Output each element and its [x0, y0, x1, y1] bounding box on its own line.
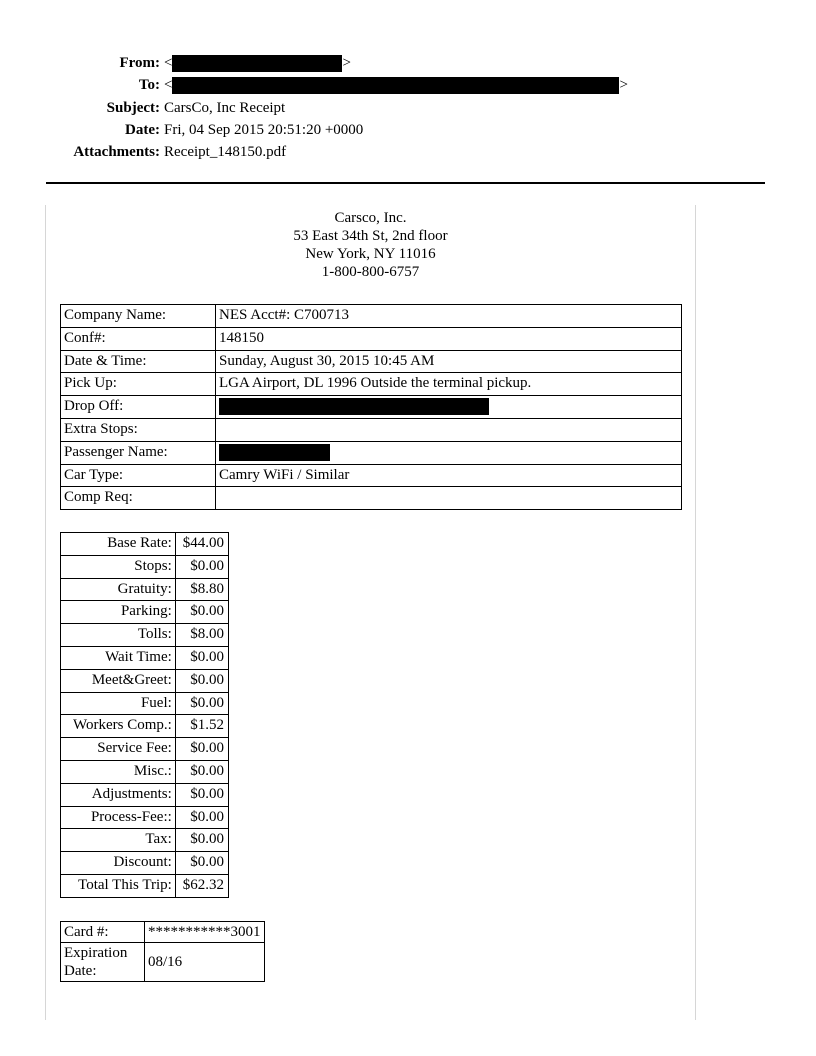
info-label: Date & Time: — [61, 350, 216, 373]
info-value: 148150 — [216, 327, 682, 350]
table-row — [61, 852, 229, 875]
info-value-passenger — [216, 441, 682, 464]
table-row — [61, 533, 229, 556]
charge-label: Parking: — [61, 601, 176, 624]
charge-value: $8.80 — [175, 578, 228, 601]
info-value-drop-off — [216, 396, 682, 419]
charge-value: $0.00 — [175, 738, 228, 761]
charges-table — [60, 532, 229, 898]
charge-value: $0.00 — [175, 829, 228, 852]
charge-label: Meet&Greet: — [61, 669, 176, 692]
charge-label: Wait Time: — [61, 646, 176, 669]
header-divider — [46, 182, 765, 184]
total-value: $62.32 — [175, 874, 228, 897]
charge-label: Service Fee: — [61, 738, 176, 761]
charge-value: $0.00 — [175, 692, 228, 715]
table-row — [61, 441, 682, 464]
charge-value: $1.52 — [175, 715, 228, 738]
attachments-label: Attachments: — [73, 144, 160, 161]
charge-value: $0.00 — [175, 806, 228, 829]
charge-label: Tax: — [61, 829, 176, 852]
table-row — [61, 418, 682, 441]
charge-label: Base Rate: — [61, 533, 176, 556]
attachments-value: Receipt_148150.pdf — [164, 144, 287, 161]
table-row — [61, 922, 265, 943]
table-row — [61, 692, 229, 715]
info-label: Conf#: — [61, 327, 216, 350]
table-row — [61, 487, 682, 510]
table-row — [61, 783, 229, 806]
info-value: Camry WiFi / Similar — [216, 464, 682, 487]
info-label: Passenger Name: — [61, 441, 216, 464]
charge-label: Gratuity: — [61, 578, 176, 601]
to-redaction — [172, 77, 619, 94]
charge-label: Tolls: — [61, 624, 176, 647]
table-row — [61, 646, 229, 669]
expiration-label: Expiration Date: — [61, 943, 145, 982]
charge-value: $0.00 — [175, 760, 228, 783]
table-row — [61, 829, 229, 852]
table-row — [61, 601, 229, 624]
to-open-bracket: < — [164, 77, 173, 94]
info-label: Company Name: — [61, 305, 216, 328]
table-row — [61, 738, 229, 761]
charge-value: $0.00 — [175, 852, 228, 875]
to-close-bracket: > — [619, 77, 628, 94]
charge-value: $0.00 — [175, 601, 228, 624]
charge-label: Workers Comp.: — [61, 715, 176, 738]
trip-info-table — [60, 304, 682, 510]
charge-value: $0.00 — [175, 669, 228, 692]
to-label: To: — [138, 77, 160, 94]
info-label: Car Type: — [61, 464, 216, 487]
table-row — [61, 555, 229, 578]
total-label: Total This Trip: — [61, 874, 176, 897]
charge-value: $0.00 — [175, 555, 228, 578]
card-number-label: Card #: — [61, 922, 145, 943]
date-value: Fri, 04 Sep 2015 20:51:20 +0000 — [164, 121, 364, 138]
company-address-block — [46, 209, 695, 281]
table-row — [61, 715, 229, 738]
expiration-value: 08/16 — [145, 943, 265, 982]
table-row — [61, 327, 682, 350]
table-row — [61, 373, 682, 396]
charge-value: $0.00 — [175, 783, 228, 806]
to-value — [164, 74, 628, 96]
table-row — [61, 760, 229, 783]
from-value — [164, 52, 351, 74]
info-value: NES Acct#: C700713 — [216, 305, 682, 328]
charge-label: Process-Fee:: — [61, 806, 176, 829]
date-label: Date: — [125, 121, 160, 138]
info-label: Drop Off: — [61, 396, 216, 419]
table-row — [61, 578, 229, 601]
info-label: Extra Stops: — [61, 418, 216, 441]
from-redaction — [172, 55, 342, 72]
table-row — [61, 669, 229, 692]
company-name: Carsco, Inc. — [334, 210, 407, 226]
charge-label: Stops: — [61, 555, 176, 578]
from-close-bracket: > — [342, 55, 351, 71]
charge-label: Adjustments: — [61, 783, 176, 806]
subject-value: CarsCo, Inc Receipt — [164, 99, 286, 116]
company-address-line2: New York, NY 11016 — [305, 246, 436, 262]
charge-label: Discount: — [61, 852, 176, 875]
table-row — [61, 350, 682, 373]
drop-off-redaction — [219, 398, 489, 415]
charge-value: $44.00 — [175, 533, 228, 556]
subject-label: Subject: — [106, 99, 160, 116]
table-row — [61, 806, 229, 829]
table-row — [61, 943, 265, 982]
charge-value: $8.00 — [175, 624, 228, 647]
info-value — [216, 418, 682, 441]
charge-label: Fuel: — [61, 692, 176, 715]
card-number-value: ***********3001 — [145, 922, 265, 943]
company-address-line1: 53 East 34th St, 2nd floor — [293, 228, 448, 244]
table-row — [61, 464, 682, 487]
table-row — [61, 305, 682, 328]
from-label: From: — [119, 55, 160, 71]
info-label: Pick Up: — [61, 373, 216, 396]
info-label: Comp Req: — [61, 487, 216, 510]
payment-card-table — [60, 921, 265, 982]
table-row — [61, 874, 229, 897]
info-value: Sunday, August 30, 2015 10:45 AM — [216, 350, 682, 373]
info-value — [216, 487, 682, 510]
charge-value: $0.00 — [175, 646, 228, 669]
charge-label: Misc.: — [61, 760, 176, 783]
table-row — [61, 624, 229, 647]
receipt-panel — [45, 205, 696, 1020]
table-row — [61, 396, 682, 419]
info-value: LGA Airport, DL 1996 Outside the terminal pickup. — [216, 373, 682, 396]
from-open-bracket: < — [164, 55, 173, 71]
passenger-redaction — [219, 444, 330, 461]
company-phone: 1-800-800-6757 — [321, 264, 420, 280]
